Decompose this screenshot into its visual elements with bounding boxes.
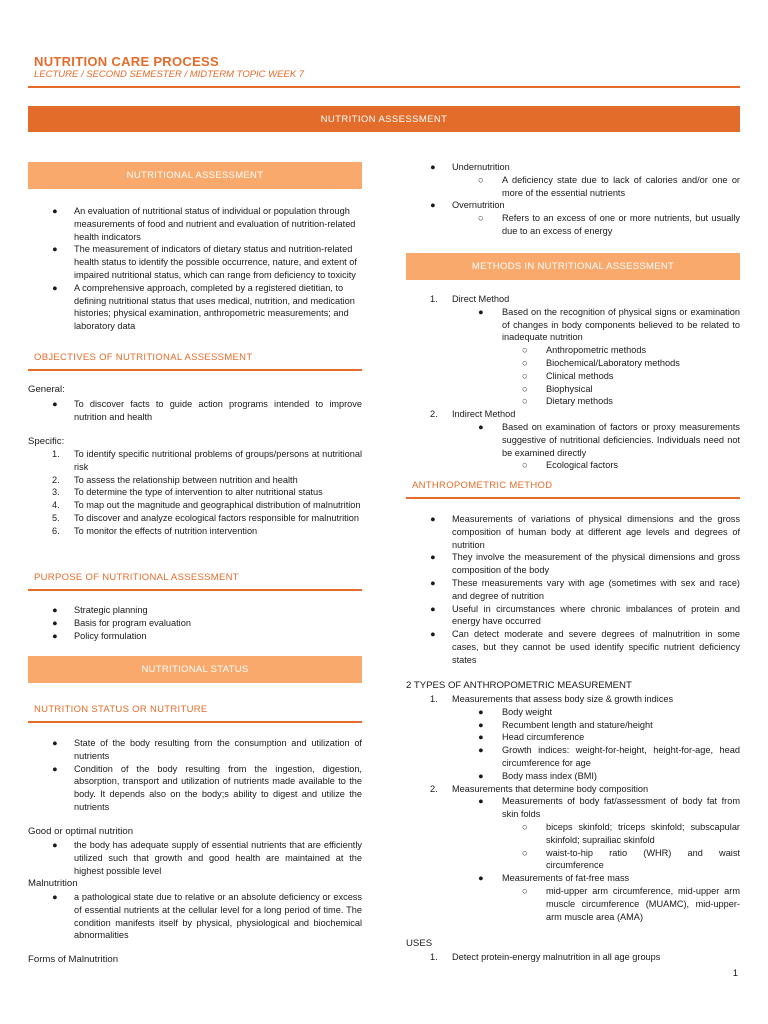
list-item: ○ Anthropometric methods: [522, 345, 647, 356]
page-number: 1: [732, 968, 738, 979]
list-item: ● Basis for program evaluation: [52, 617, 191, 628]
list-item: ○ mid-upper arm circumference, mid-upper arm muscle circumference (MUAMC), mid-upper-arm muscle area (AMA): [522, 885, 740, 922]
list-item: ○ Ecological factors: [522, 460, 619, 471]
list-item: ● State of the body resulting from the consumption and utilization of nutrients: [52, 738, 362, 761]
forms-list: [406, 161, 740, 238]
nutriture-list: [28, 737, 362, 814]
list-item: ● To discover facts to guide action programs intended to improve nutrition and health: [52, 399, 362, 422]
list-item: 4. To map out the magnitude and geographical distribution of malnutrition: [52, 500, 361, 511]
list-item: ● a pathological state due to relative or an absolute deficiency or excess of essential nutrients at the cellular level for a long period of time. The condition manifests itself by physical, physiological and biochemical abnormalities: [52, 892, 362, 941]
nutriture-heading: NUTRITION STATUS OR NUTRITURE: [28, 704, 362, 723]
list-item: ● the body has adequate supply of essential nutrients that are efficiently utilized such that growth and good health are maintained at the highest possible level: [52, 840, 362, 876]
list-item: ○ Refers to an excess of one or more nutrients, but usually due to an excess of energy: [478, 213, 740, 236]
uses-list: [406, 951, 740, 964]
list-item: 2. Measurements that determine body composition: [430, 783, 649, 794]
list-item: ● Head circumference: [478, 732, 585, 743]
list-item: ● These measurements vary with age (sometimes with sex and race) and degree of nutrition: [430, 577, 740, 601]
list-item: ● Based on the recognition of physical signs or examination of changes in body components believed to be related to inadequate nutrition: [478, 306, 740, 343]
purpose-heading: PURPOSE OF NUTRITIONAL ASSESSMENT: [28, 572, 362, 591]
nutritional-assessment-heading: NUTRITIONAL ASSESSMENT: [28, 162, 362, 189]
page-title: NUTRITION CARE PROCESS: [34, 54, 220, 69]
list-item: ○ Dietary methods: [522, 396, 613, 407]
purpose-list: [28, 604, 362, 642]
list-item: ● Based on examination of factors or proxy measurements suggestive of nutritional deficiencies. Individuals need not be examined directly: [478, 421, 740, 458]
list-item: ● Overnutrition: [430, 200, 505, 211]
nutritional-assessment-list: [28, 205, 362, 333]
specific-list: [28, 448, 362, 538]
list-item: 3. To determine the type of intervention to alter nutritional status: [52, 487, 323, 498]
list-item: ● Growth indices: weight-for-height, height-for-age, head circumference for age: [478, 745, 740, 768]
page-subtitle: LECTURE / SECOND SEMESTER / MIDTERM TOPIC WEEK 7: [34, 69, 305, 80]
list-item: ● Useful in circumstances where chronic imbalances of protein and energy have occurred: [430, 603, 740, 627]
list-item: ● Measurements of fat-free mass: [478, 873, 630, 884]
anthropometric-list: [406, 513, 740, 667]
list-item: 1. Direct Method: [430, 294, 510, 304]
list-item: 1. Measurements that assess body size & growth indices: [430, 694, 674, 704]
good-nutrition-list: [28, 839, 362, 877]
list-item: ● Can detect moderate and severe degrees of malnutrition in some cases, but they cannot be used identify specific nutrient deficiency states: [430, 629, 740, 665]
uses-label: USES: [406, 938, 433, 949]
nutritional-status-heading: NUTRITIONAL STATUS: [28, 656, 362, 683]
list-item: 2. To assess the relationship between nutrition and health: [52, 474, 298, 485]
list-item: ● Strategic planning: [52, 605, 148, 615]
list-item: 2. Indirect Method: [430, 409, 516, 420]
malnutrition-list: [28, 891, 362, 942]
list-item: ● Policy formulation: [52, 630, 147, 641]
list-item: ○ Clinical methods: [522, 370, 614, 381]
anthropometric-heading: ANTHROPOMETRIC METHOD: [406, 480, 740, 499]
list-item: ○ Biochemical/Laboratory methods: [522, 357, 680, 368]
list-item: ● Undernutrition: [430, 162, 510, 172]
list-item: ● A comprehensive approach, completed by a registered dietitian, to defining nutritional status that uses medical, nutrition, and medication histories; physical examination, anthropometric measurements; and laboratory data: [52, 282, 355, 332]
list-item: ○ waist-to-hip ratio (WHR) and waist circumference: [522, 847, 740, 871]
types-label: 2 TYPES OF ANTHROPOMETRIC MEASUREMENT: [406, 680, 632, 691]
list-item: ● Body mass index (BMI): [478, 770, 597, 781]
list-item: 6. To monitor the effects of nutrition intervention: [52, 525, 258, 536]
list-item: 1. Detect protein-energy malnutrition in all age groups: [430, 952, 661, 962]
list-item: ● Measurements of body fat/assessment of body fat from skin folds: [478, 796, 740, 820]
list-item: ○ A deficiency state due to lack of calories and/or one or more of the essential nutrients: [478, 174, 740, 198]
list-item: ● Body weight: [478, 706, 553, 717]
specific-label: Specific:: [28, 436, 65, 447]
list-item: ○ biceps skinfold; triceps skinfold; subscapular skinfold; suprailiac skinfold: [522, 821, 740, 845]
good-nutrition-label: Good or optimal nutrition: [28, 826, 134, 837]
list-item: ● An evaluation of nutritional status of individual or population through measurements of food and nutrient and evaluation of nutrition-related health indicators: [52, 206, 356, 242]
types-list: [406, 693, 740, 923]
list-item: 1. To identify specific nutritional problems of groups/persons at nutritional risk: [52, 449, 362, 472]
list-item: ● Recumbent length and stature/height: [478, 719, 653, 730]
general-label: General:: [28, 384, 65, 395]
list-item: ● Condition of the body resulting from the ingestion, digestion, absorption, transport and utilization of nutrients made available to the body. It depends also on the body;s ability to digest and utilize the nutrients: [52, 763, 362, 812]
malnutrition-label: Malnutrition: [28, 878, 78, 889]
methods-heading: METHODS IN NUTRITIONAL ASSESSMENT: [406, 253, 740, 280]
objectives-heading: OBJECTIVES OF NUTRITIONAL ASSESSMENT: [28, 352, 362, 371]
list-item: ○ Biophysical: [522, 383, 593, 394]
general-list: [28, 398, 362, 424]
forms-label: Forms of Malnutrition: [28, 954, 119, 965]
section-banner: NUTRITION ASSESSMENT: [28, 106, 740, 132]
list-item: ● They involve the measurement of the physical dimensions and gross composition of the body: [430, 552, 740, 576]
list-item: ● The measurement of indicators of dietary status and nutrition-related health status to identify the possible occurrence, nature, and extent of impaired nutritional status, which can range from deficiency to toxicity: [52, 244, 357, 280]
header-rule: [28, 86, 740, 88]
list-item: 5. To discover and analyze ecological factors responsible for malnutrition: [52, 512, 359, 523]
list-item: ● Measurements of variations of physical dimensions and the gross composition of human body at different age levels and degrees of nutrition: [430, 514, 740, 550]
methods-list: [406, 293, 740, 472]
